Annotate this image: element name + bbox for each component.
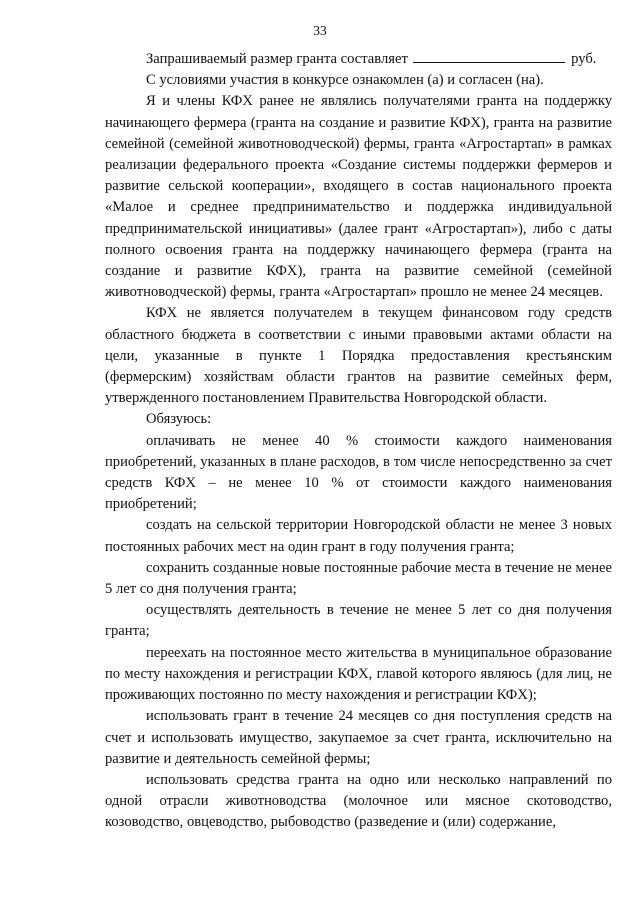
paragraph-obligation-keep-jobs: сохранить созданные новые постоянные рабочие места в течение не менее 5 лет со дня получения гранта; bbox=[105, 559, 612, 598]
paragraph-previous-grants: Я и члены КФХ ранее не являлись получателями гранта на поддержку начинающего фермера (гранта на создание и развитие КФХ), гранта на развитие семейной (семейной животноводческой) фермы, гранта «Агростартап» в рамках реализации федерального проекта «Создание системы поддержки фермеров и развитие сельской кооперации», входящего в состав национального проекта «Малое и среднее предпринимательство и поддержка индивидуальной предпринимательской инициативы» (далее грант «Агростартап»), либо с даты полного освоения гранта на поддержку начинающего фермера (гранта на создание и развитие КФХ), гранта на развитие семейной (семейной животноводческой) фермы, гранта «Агростартап» прошло не менее 24 месяцев. bbox=[105, 93, 612, 301]
grant-amount-label: Запрашиваемый размер гранта составляет bbox=[146, 51, 408, 67]
paragraph-obligations-heading: Обязуюсь: bbox=[146, 411, 212, 428]
document-body bbox=[105, 49, 612, 834]
paragraph-regional-budget: КФХ не является получателем в текущем финансовом году средств областного бюджета в соответствии с иными правовыми актами области на цели, указанные в пункте 1 Порядка предоставления крестьянским (фермерским) хозяйствам области грантов на развитие семейных ферм, утвержденного постановлением Правительства Новгородской области. bbox=[105, 305, 612, 407]
grant-amount-blank-field bbox=[413, 49, 565, 63]
paragraph-obligation-relocate: переехать на постоянное место жительства в муниципальное образование по месту нахождения и регистрации КФХ, главой которого являюсь (для лиц, не проживающих постоянно по месту нахождения и регистрации КФХ); bbox=[105, 644, 612, 704]
paragraph-obligation-directions: использовать средства гранта на одно или несколько направлений по одной отрасли животноводства (молочное или мясное скотоводство, козоводство, овцеводство, рыбоводство (разведение и (или) содержание, bbox=[105, 771, 612, 831]
paragraph-obligation-operate: осуществлять деятельность в течение не менее 5 лет со дня получения гранта; bbox=[105, 602, 612, 640]
paragraph-obligation-payment: оплачивать не менее 40 % стоимости каждого наименования приобретений, указанных в плане расходов, в том числе непосредственно за счет средств КФХ – не менее 10 % от стоимости каждого наименования приобретений; bbox=[105, 432, 612, 513]
paragraph-conditions-acknowledged: С условиями участия в конкурсе ознакомлен (а) и согласен (на). bbox=[146, 72, 544, 89]
requested-grant-amount-line bbox=[105, 49, 612, 70]
paragraph-obligation-create-jobs: создать на сельской территории Новгородской области не менее 3 новых постоянных рабочих мест на один грант в году получения гранта; bbox=[105, 517, 612, 555]
grant-amount-currency: руб. bbox=[571, 51, 597, 67]
page-number: 33 bbox=[313, 23, 327, 38]
paragraph-obligation-use-grant: использовать грант в течение 24 месяцев со дня поступления средств на счет и использовать имущество, закупаемое за счет гранта, исключительно на развитие и деятельность семейной фермы; bbox=[105, 708, 612, 767]
